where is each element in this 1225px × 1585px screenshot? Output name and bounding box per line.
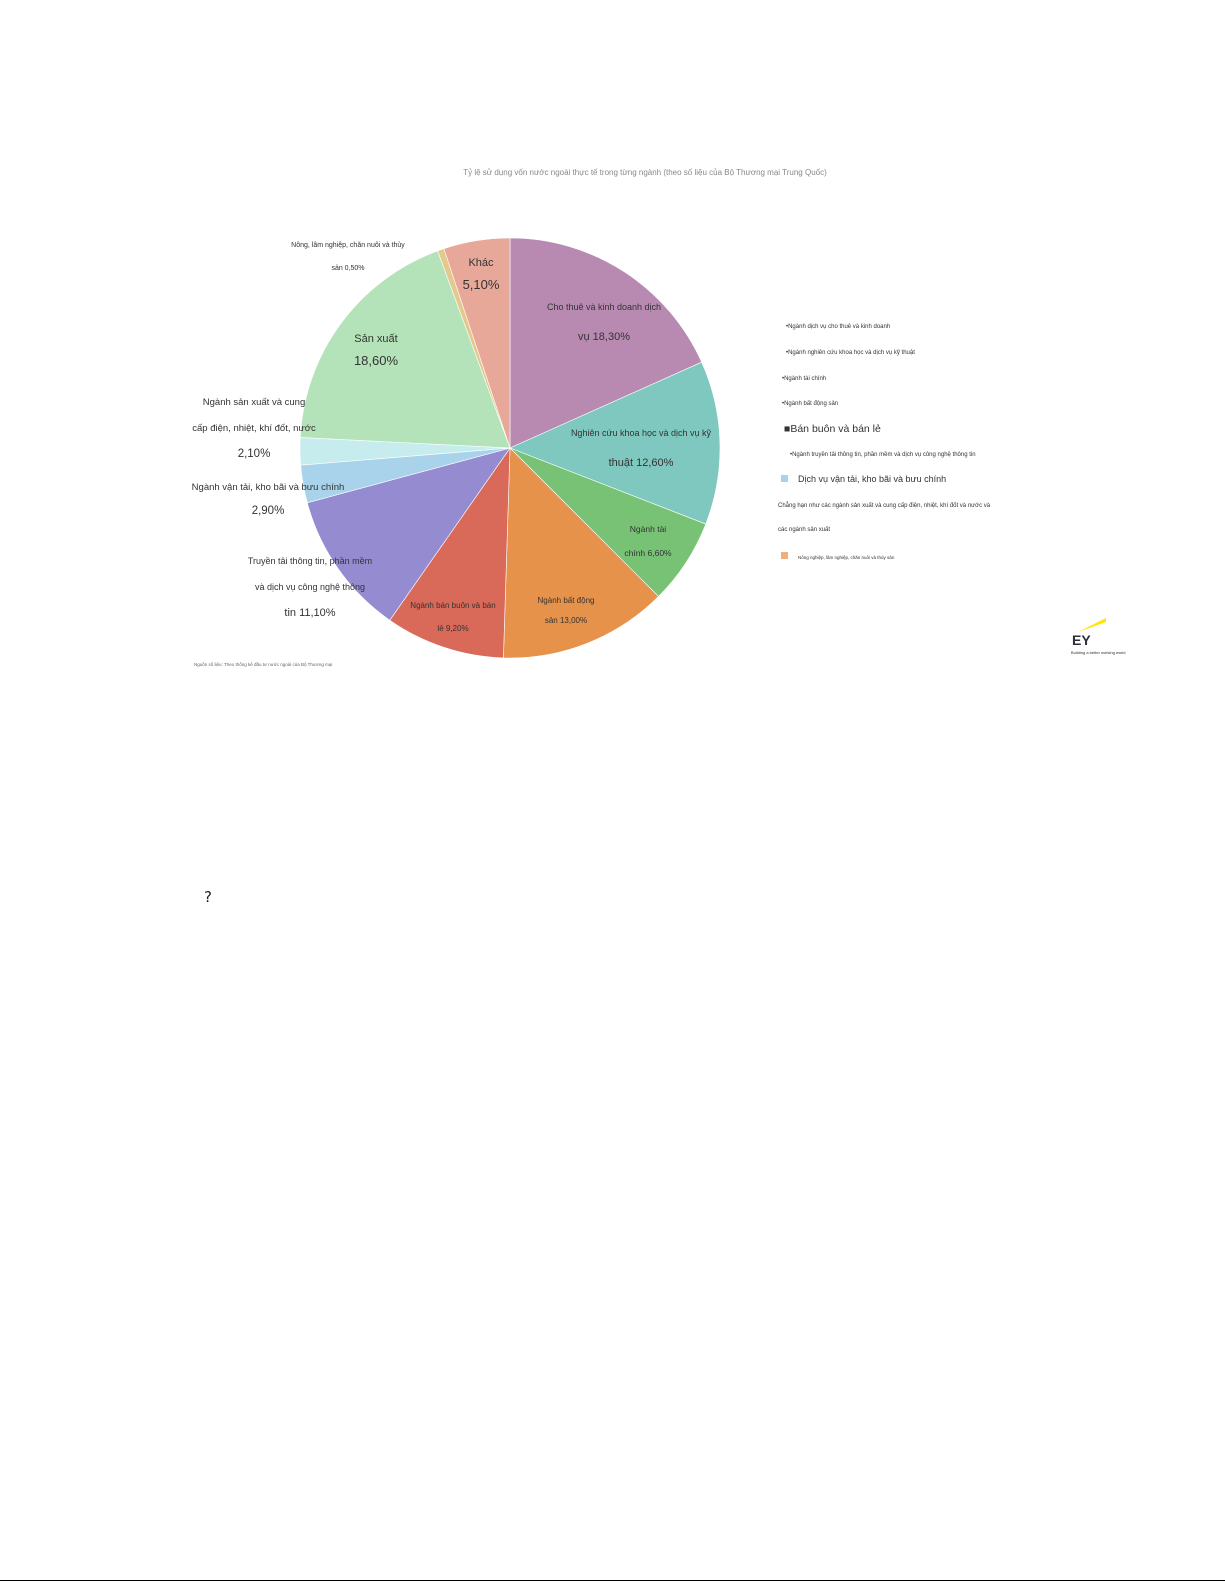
ey-logo <box>1068 614 1126 664</box>
slice-label-9-line-1: Sản xuất <box>354 333 398 345</box>
legend-item-7: Dịch vụ vận tải, kho bãi và bưu chính <box>798 474 947 484</box>
legend-marker-7 <box>781 475 788 482</box>
slice-label-8-line-3: 2,10% <box>237 448 271 460</box>
legend-item-5: ■Bán buôn và bán lẻ <box>784 423 881 435</box>
chart-title: Tỷ lệ sử dụng vốn nước ngoài thực tế trong từng ngành (theo số liệu của Bộ Thương mại Trung Quốc) <box>463 168 827 177</box>
slice-label-3-line-1: Ngành tài <box>629 524 667 534</box>
slice-label-4-line-1: Ngành bất động <box>537 596 595 605</box>
source-note: Nguồn số liệu: Theo thống kê đầu tư nước ngoài của Bộ Thương mại <box>194 662 333 667</box>
slice-label-7-line-2: 2,90% <box>251 505 285 517</box>
slice-label-7-line-1: Ngành vận tải, kho bãi và bưu chính <box>191 482 345 493</box>
pie-chart-figure <box>172 140 1140 703</box>
legend-item-1: •Ngành dịch vụ cho thuê và kinh doanh <box>786 324 891 330</box>
placeholder-glyph: ? <box>204 888 212 906</box>
slice-label-5-line-1: Ngành bán buôn và bán <box>410 601 496 610</box>
slice-label-11-line-1: Khác <box>468 257 494 269</box>
ey-logo-text: EY <box>1072 632 1091 648</box>
slice-label-3-line-2: chính 6,60% <box>624 548 672 558</box>
pie-chart-svg <box>172 140 1140 703</box>
slice-label-6-line-3: tin 11,10% <box>284 607 336 619</box>
pie-slices <box>300 238 720 658</box>
page-bottom-rule <box>0 1580 1225 1581</box>
legend-marker-10 <box>781 552 788 559</box>
slice-label-1-line-2: vụ 18,30% <box>578 331 630 343</box>
slice-label-10-line-2: sản 0,50% <box>331 265 365 272</box>
legend-item-9: các ngành sản xuất <box>778 527 831 533</box>
slice-label-6-line-2: và dịch vụ công nghệ thông <box>254 582 366 592</box>
legend-item-6: •Ngành truyền tải thông tin, phần mềm và dịch vụ công nghệ thông tin <box>790 452 976 458</box>
slice-label-4-line-2: sản 13,00% <box>544 616 588 625</box>
slice-label-1-line-1: Cho thuê và kinh doanh dịch <box>546 302 662 312</box>
ey-logo-mark <box>1078 618 1106 632</box>
legend-item-3: •Ngành tài chính <box>782 376 827 382</box>
slice-label-9-line-2: 18,60% <box>353 353 399 368</box>
slice-label-6-line-1: Truyền tải thông tin, phần mềm <box>247 556 373 566</box>
slice-label-8-line-1: Ngành sản xuất và cung <box>202 397 306 408</box>
slice-label-8-line-2: cấp điện, nhiệt, khí đốt, nước <box>192 423 316 434</box>
legend-item-8: Chẳng hạn như các ngành sản xuất và cung cấp điện, nhiệt, khí đốt và nước và <box>778 503 991 509</box>
chart-legend <box>778 324 991 560</box>
legend-item-10: Nông nghiệp, lâm nghiệp, chăn nuôi và thủy sản <box>798 555 895 560</box>
slice-label-10-line-1: Nông, lâm nghiệp, chăn nuôi và thủy <box>291 242 405 249</box>
slice-label-11-line-2: 5,10% <box>462 277 500 292</box>
legend-item-4: •Ngành bất động sản <box>782 401 839 407</box>
slice-label-2-line-2: thuật 12,60% <box>608 457 674 469</box>
slice-label-2-line-1: Nghiên cứu khoa học và dịch vụ kỹ <box>570 428 712 438</box>
slice-label-5-line-2: lẻ 9,20% <box>437 624 469 633</box>
legend-item-2: •Ngành nghiên cứu khoa học và dịch vụ kỹ thuật <box>786 350 915 356</box>
ey-logo-tagline: Building a better working world <box>1071 650 1126 655</box>
